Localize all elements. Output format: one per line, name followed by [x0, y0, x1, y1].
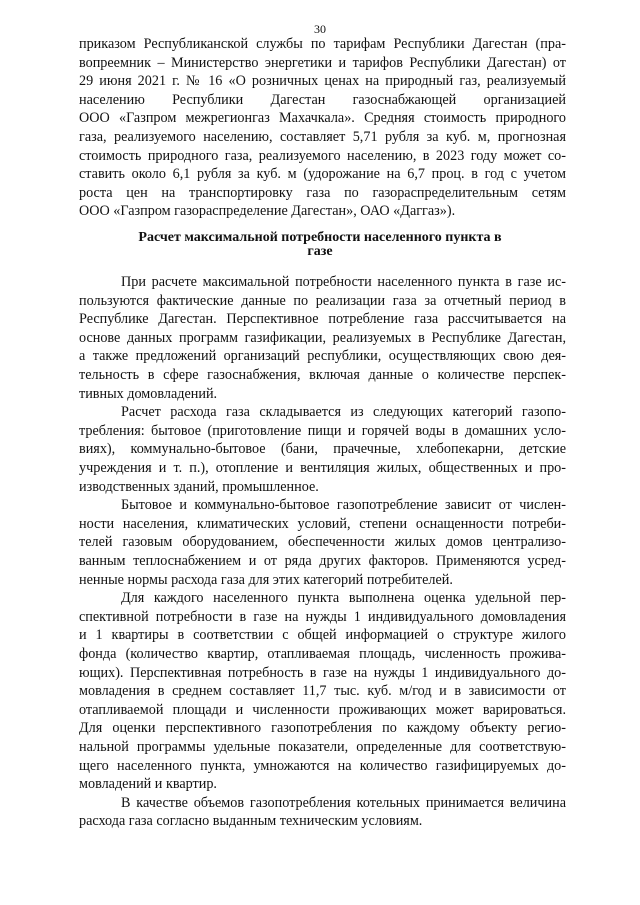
section-heading-line: газе	[307, 244, 333, 259]
paragraph-line: тельность в сфере газоснабжения, включая данные о количестве перспек-	[79, 367, 566, 383]
paragraph-line: 29 июня 2021 г. № 16 «О розничных ценах на природный газ, реализуемый	[79, 73, 566, 90]
paragraph-line: виях), коммунально-бытовое (бани, прачечные, хлебопекарни, детские	[79, 441, 566, 458]
paragraph-line: расхода газа согласно выданным техническим условиям.	[79, 813, 423, 830]
paragraph-line: ющих). Перспективная потребность в газе на нужды 1 индивидуального до-	[79, 664, 566, 681]
paragraph-line: Бытовое и коммунально-бытовое газопотребление зависит от числен-	[121, 497, 566, 514]
paragraph-line: ставить около 6,1 рубля за куб. м (удорожание на 6,7 проц. в год с учетом	[79, 166, 566, 183]
paragraph-line: В качестве объемов газопотребления котельных принимается величина	[121, 794, 566, 811]
paragraph-line: мовладений и квартир.	[79, 776, 217, 793]
paragraph-line: ванным теплоснабжением и от ряда других факторов. Применяются усред-	[79, 553, 566, 569]
paragraph-line: тивных домовладений.	[79, 385, 218, 402]
paragraph-line: ненные нормы расхода газа для этих категорий потребителей.	[79, 571, 453, 588]
paragraph-line: населению Республики Дагестан газоснабжающей организацией	[79, 91, 566, 108]
paragraph-line: ности населения, климатических условий, степени оснащенности потреби-	[79, 515, 566, 532]
paragraph-line: телей газовым оборудованием, обеспеченности жилых домов централизо-	[79, 534, 566, 551]
section-heading-line: Расчет максимальной потребности населенного пункта в	[138, 230, 502, 245]
paragraph-line: фонда (количество квартир, отапливаемая площадь, численность прожива-	[79, 646, 566, 662]
paragraph-line: требления: бытовое (приготовление пищи и горячей воды в домашних усло-	[79, 422, 566, 439]
paragraph-line: нальной программы удельные показатели, определенные для соответствую-	[79, 739, 566, 755]
paragraph-line: учреждения и т. п.), отопление и вентиляция жилых, общественных и про-	[79, 460, 566, 476]
paragraph-line: щего населенного пункта, умножаются на количество газифицируемых до-	[79, 757, 566, 774]
paragraph-line: а также предложений организаций республики, осуществляющих свою дея-	[79, 348, 566, 365]
paragraph-line: Расчет расхода газа складывается из следующих категорий газопо-	[121, 404, 566, 421]
paragraph-line: стоимость природного газа, реализуемого населению, в 2023 году может со-	[79, 147, 566, 164]
paragraph-line: При расчете максимальной потребности населенного пункта в газе ис-	[121, 274, 566, 290]
paragraph-line: вопреемник – Министерство энергетики и тарифов Республики Дагестан) от	[79, 54, 566, 71]
paragraph-line: Для оценки перспективного газопотребления по каждому объекту регио-	[79, 720, 566, 737]
page-number: 30	[314, 22, 326, 36]
paragraph-line: мовладения в среднем составляет 11,7 тыс. куб. м/год и в зависимости от	[79, 683, 566, 700]
paragraph-line: изводственных зданий, промышленное.	[79, 478, 319, 495]
paragraph-line: Республике Дагестан. Перспективное потребление газа рассчитывается на	[79, 311, 566, 328]
paragraph-line: и 1 квартиры в соответствии с общей информацией о структуре жилого	[79, 627, 566, 644]
paragraph-line: Для каждого населенного пункта выполнена оценка удельной пер-	[121, 590, 566, 607]
paragraph-line: отапливаемой площади и численности проживающих может варироваться.	[79, 701, 566, 718]
paragraph-line: пользуются фактические данные по реализации газа за отчетный период в	[79, 292, 566, 309]
paragraph-line: приказом Республиканской службы по тарифам Республики Дагестан (пра-	[79, 36, 566, 52]
paragraph-line: газа, реализуемого населению, составляет 5,71 рубля за куб. м, прогнозная	[79, 129, 566, 145]
paragraph-line: роста цен на транспортировку газа по газораспределительным сетям	[79, 184, 566, 201]
paragraph-line: ООО «Газпром межрегионгаз Махачкала». Средняя стоимость природного	[79, 110, 566, 127]
paragraph-line: спективной потребности в газе на нужды 1 индивидуального домовладения	[79, 608, 566, 625]
paragraph-line: ООО «Газпром газораспределение Дагестан», ОАО «Даггаз»).	[79, 203, 456, 220]
paragraph-line: основе данных программ газификации, реализуемых в Республике Дагестан,	[79, 329, 566, 346]
